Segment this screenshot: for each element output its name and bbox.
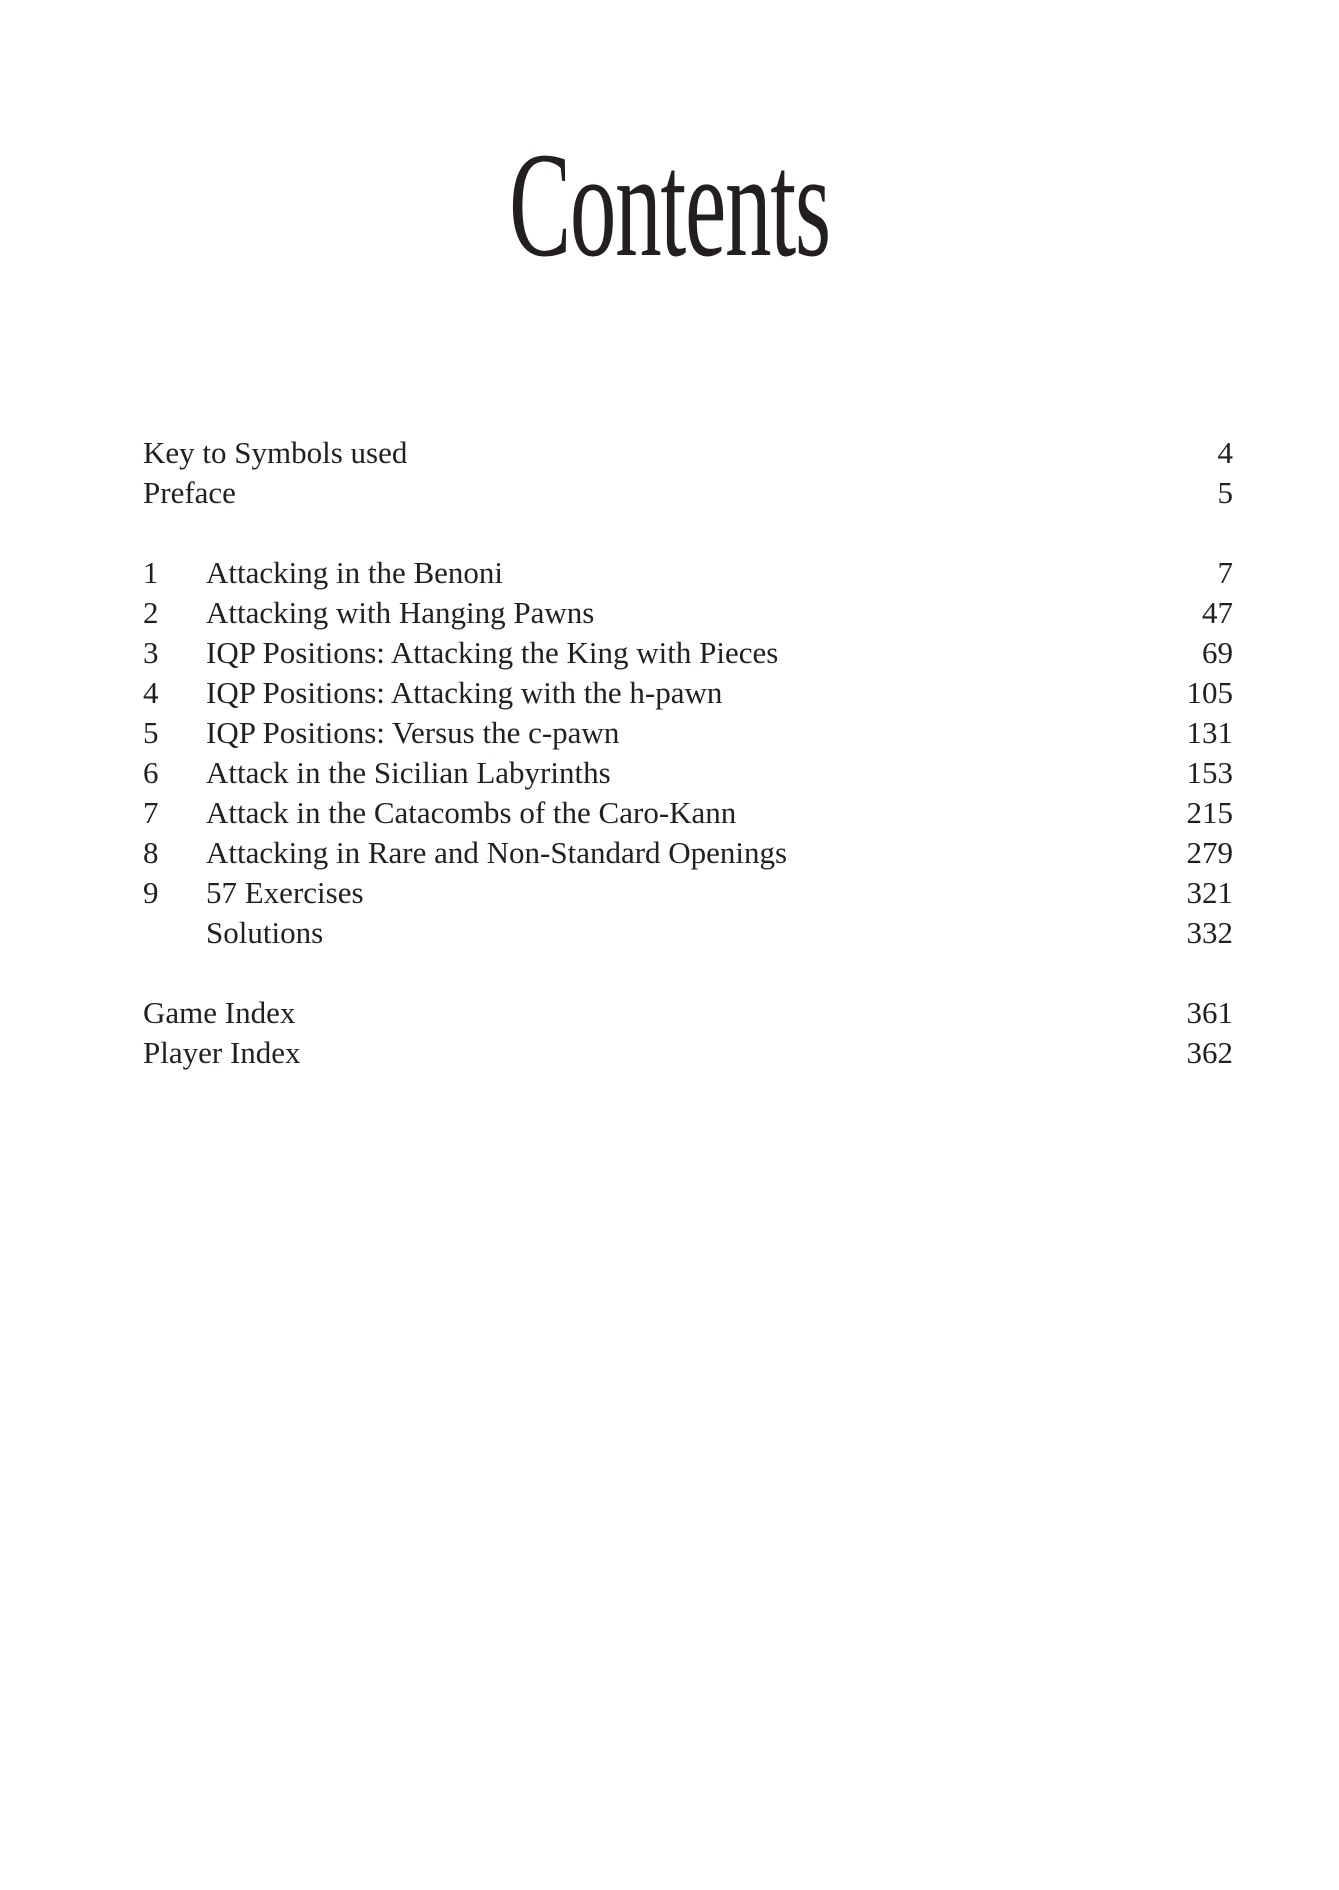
toc-entry-page: 7 — [1217, 555, 1233, 590]
page-title: Contents — [509, 122, 830, 288]
toc-entry-chapter-4[interactable] — [143, 673, 1233, 713]
chapter-number: 2 — [143, 595, 159, 630]
toc-entry-title: Game Index — [143, 995, 296, 1030]
front-matter-section — [143, 433, 1233, 513]
toc-entry-key-to-symbols[interactable] — [143, 433, 1233, 473]
toc-entry-title: IQP Positions: Attacking with the h-pawn — [206, 675, 723, 710]
toc-entry-page: 47 — [1202, 595, 1233, 630]
chapter-number: 3 — [143, 635, 159, 670]
toc-entry-title: Key to Symbols used — [143, 435, 408, 470]
toc-entry-title: Attacking in the Benoni — [206, 555, 504, 590]
toc-entry-page: 69 — [1202, 635, 1233, 670]
toc-entry-chapter-9[interactable] — [143, 873, 1233, 913]
table-of-contents — [143, 433, 1233, 1113]
toc-entry-page: 361 — [1186, 995, 1233, 1030]
toc-entry-title: IQP Positions: Attacking the King with Pieces — [206, 635, 779, 670]
toc-entry-title: IQP Positions: Versus the c-pawn — [206, 715, 620, 750]
chapters-section — [143, 553, 1233, 953]
toc-entry-page: 332 — [1186, 915, 1233, 950]
chapter-number: 7 — [143, 795, 159, 830]
toc-entry-page: 321 — [1186, 875, 1233, 910]
toc-entry-page: 362 — [1186, 1035, 1233, 1070]
toc-entry-page: 153 — [1186, 755, 1233, 790]
toc-entry-chapter-5[interactable] — [143, 713, 1233, 753]
toc-entry-title: Solutions — [206, 915, 324, 950]
back-matter-section — [143, 993, 1233, 1073]
toc-entry-title: Player Index — [143, 1035, 301, 1070]
chapter-number: 6 — [143, 755, 159, 790]
toc-entry-chapter-2[interactable] — [143, 593, 1233, 633]
chapter-number: 8 — [143, 835, 159, 870]
toc-entry-page: 4 — [1217, 435, 1233, 470]
toc-entry-chapter-6[interactable] — [143, 753, 1233, 793]
toc-entry-page: 131 — [1186, 715, 1233, 750]
toc-entry-chapter-7[interactable] — [143, 793, 1233, 833]
toc-entry-chapter-8[interactable] — [143, 833, 1233, 873]
toc-entry-preface[interactable] — [143, 473, 1233, 513]
toc-entry-title: Attack in the Catacombs of the Caro-Kann — [206, 795, 737, 830]
chapter-number: 9 — [143, 875, 159, 910]
chapter-number: 4 — [143, 675, 159, 710]
toc-entry-title: Preface — [143, 475, 236, 510]
toc-entry-page: 215 — [1186, 795, 1233, 830]
toc-entry-title: Attacking in Rare and Non-Standard Openings — [206, 835, 788, 870]
toc-entry-player-index[interactable] — [143, 1033, 1233, 1073]
chapter-number: 1 — [143, 555, 159, 590]
toc-entry-page: 105 — [1186, 675, 1233, 710]
toc-entry-chapter-3[interactable] — [143, 633, 1233, 673]
chapter-number: 5 — [143, 715, 159, 750]
toc-entry-game-index[interactable] — [143, 993, 1233, 1033]
toc-entry-title: Attacking with Hanging Pawns — [206, 595, 595, 630]
toc-entry-title: Attack in the Sicilian Labyrinths — [206, 755, 611, 790]
toc-entry-solutions[interactable] — [143, 913, 1233, 953]
toc-entry-page: 5 — [1217, 475, 1233, 510]
toc-entry-page: 279 — [1186, 835, 1233, 870]
toc-entry-chapter-1[interactable] — [143, 553, 1233, 593]
toc-entry-title: 57 Exercises — [206, 875, 364, 910]
